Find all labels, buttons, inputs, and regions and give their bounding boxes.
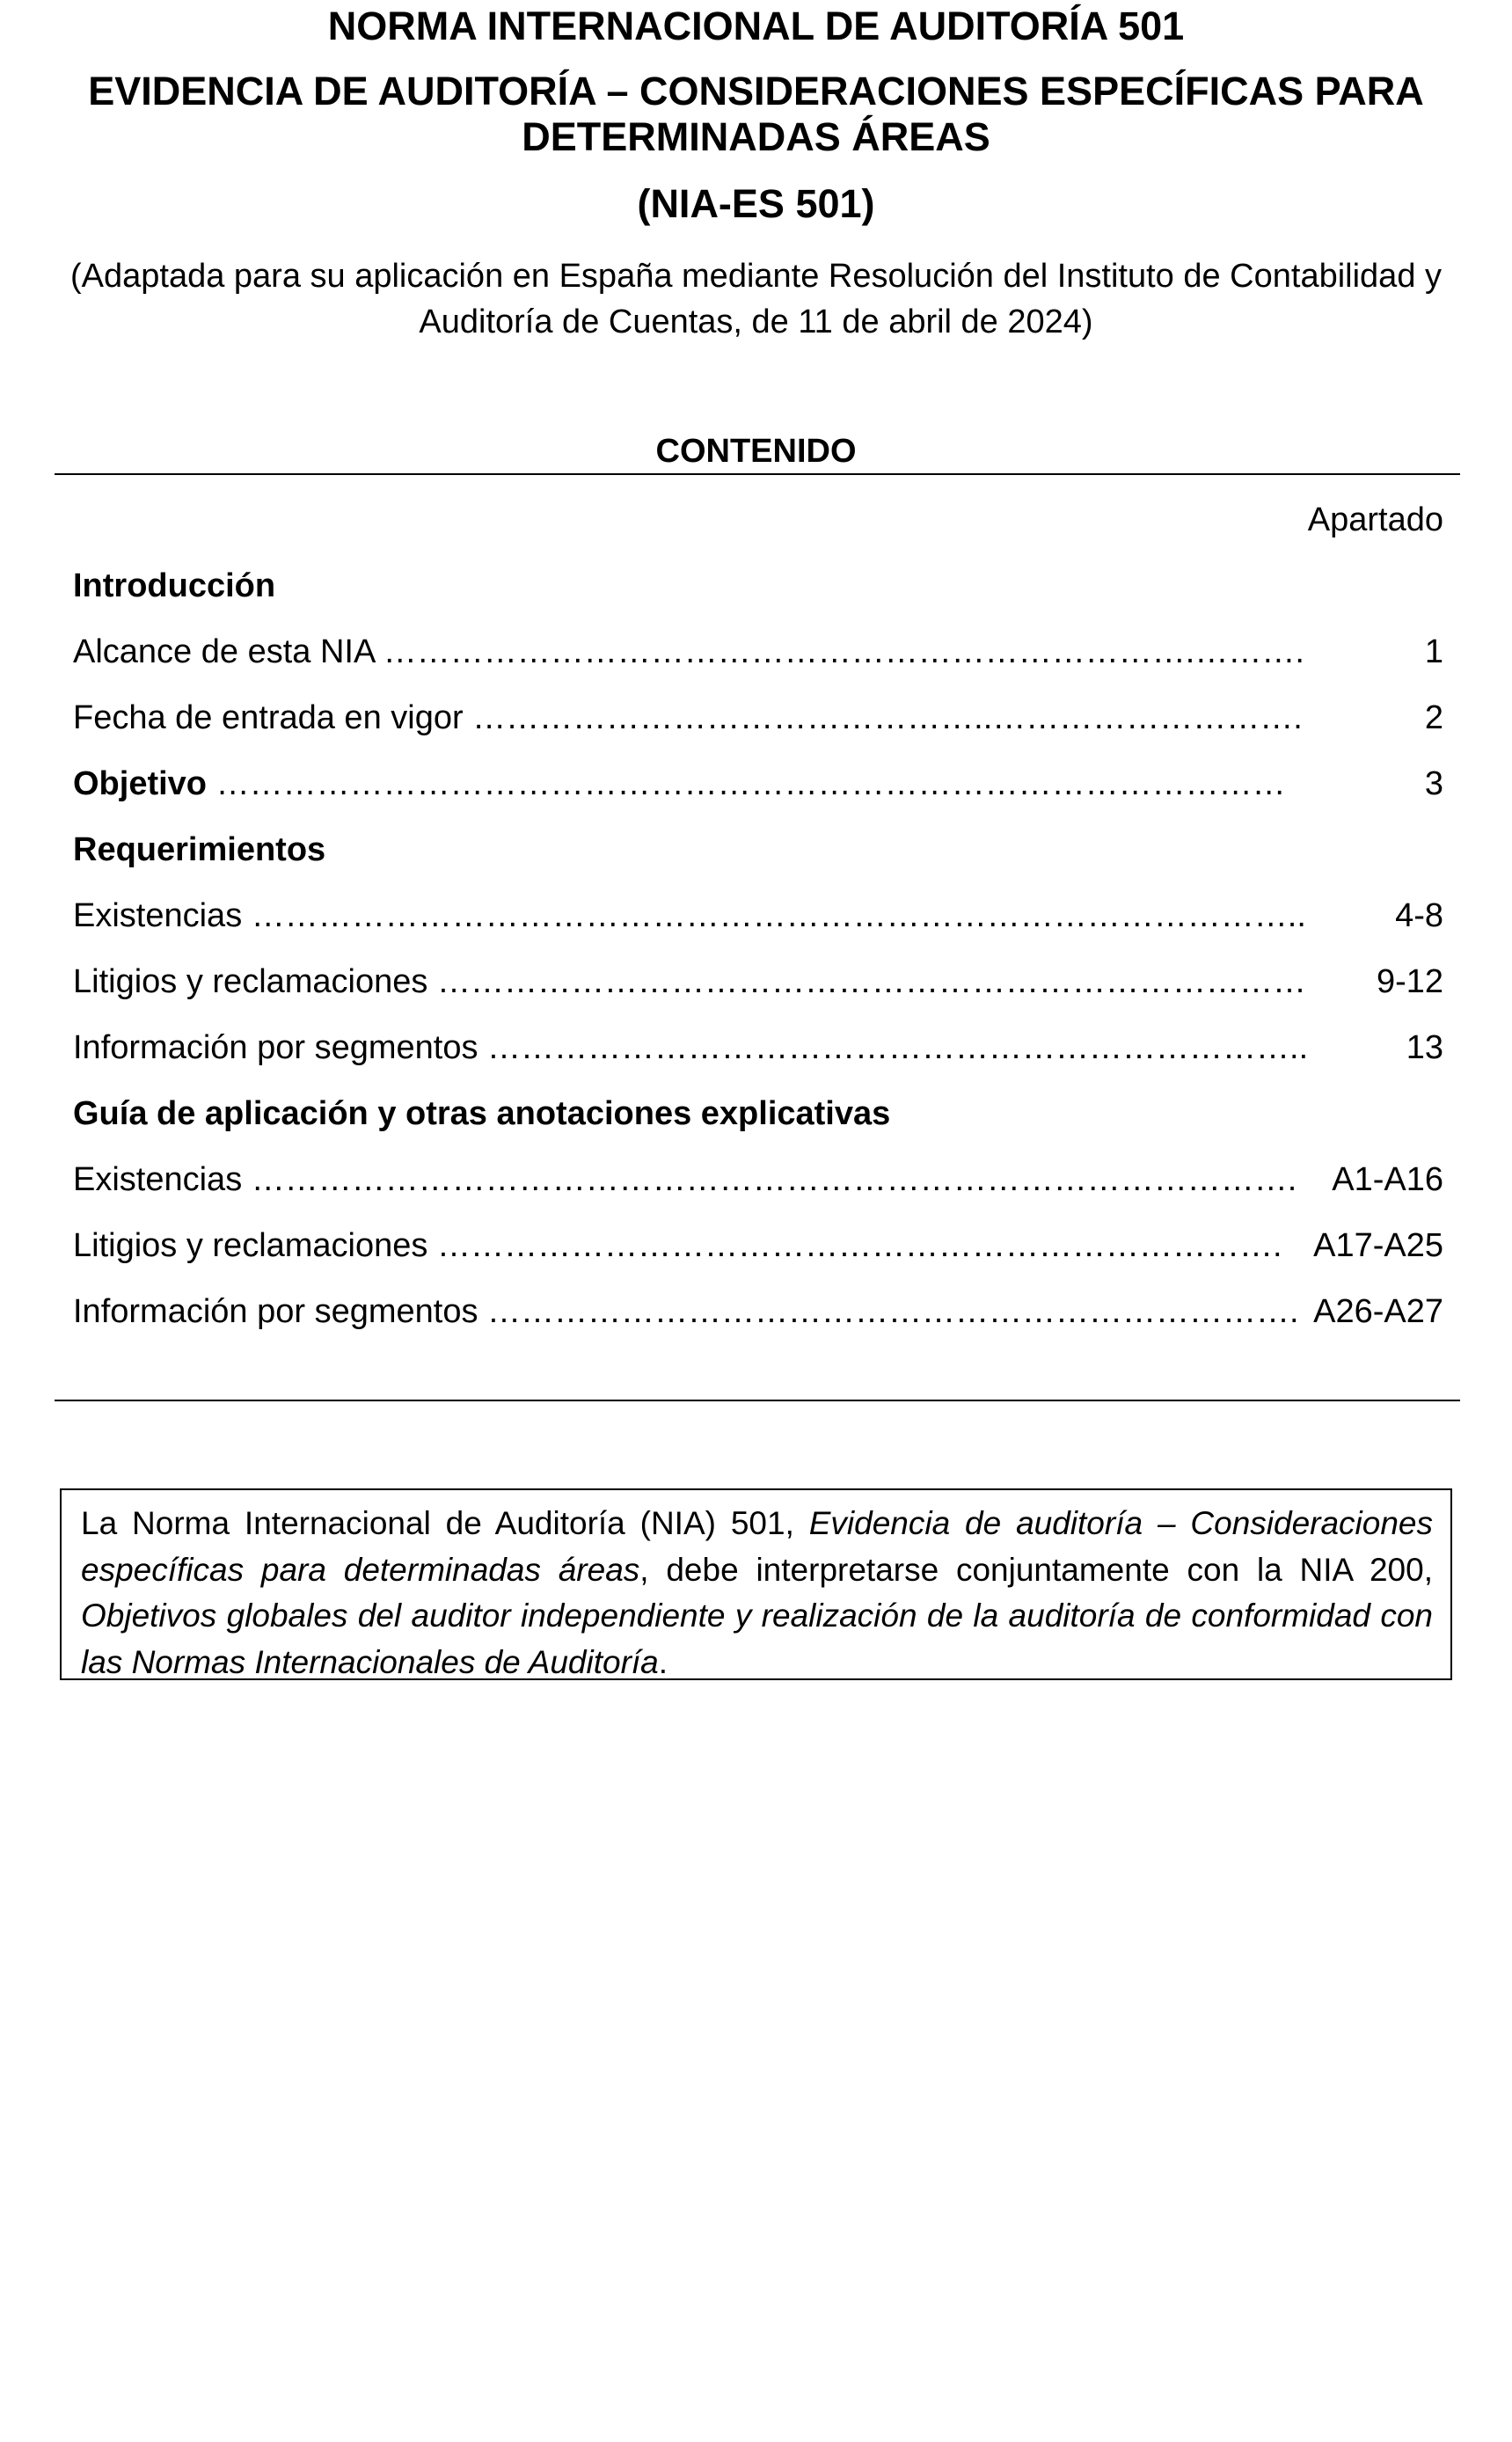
toc-label: Existencias — [73, 1161, 243, 1198]
note-middle: , debe interpretarse conjuntamente con la NIA 200, — [639, 1551, 1433, 1588]
toc-label: Existencias — [73, 897, 243, 934]
note-standard-title: Evidencia de auditoría – Consideraciones específicas para determinadas áreas — [81, 1505, 1434, 1588]
toc-label: Alcance de esta NIA — [73, 633, 375, 670]
toc-row-guia-litigios[interactable] — [73, 1225, 1443, 1266]
adaptation-note-line2: Auditoría de Cuentas, de 11 de abril de 2024) — [419, 303, 1093, 340]
paragraph-column-label: Apartado — [1307, 501, 1443, 538]
toc-row-guia-aplicacion — [73, 1093, 1443, 1134]
contents-heading: CONTENIDO — [655, 433, 857, 470]
toc-label: Fecha de entrada en vigor — [73, 699, 464, 736]
document-title-line3: DETERMINADAS ÁREAS — [522, 114, 990, 159]
document-code: (NIA-ES 501) — [637, 181, 875, 226]
toc-leader: …………………………………………………………………. — [427, 1227, 1282, 1264]
toc-label: Introducción — [73, 567, 276, 604]
toc-label: Información por segmentos — [73, 1029, 478, 1066]
document-title-line2: EVIDENCIA DE AUDITORÍA – CONSIDERACIONES ESPECÍFICAS PARA — [88, 69, 1424, 113]
toc-row-alcance[interactable] — [73, 632, 1443, 672]
note-nia200-title: Objetivos globales del auditor independiente y realización de la auditoría de conformidad con las Normas Internacionales de Auditoría — [81, 1598, 1433, 1680]
toc-row-guia-informacion-segmentos[interactable] — [73, 1291, 1443, 1332]
toc-paragraph-number: A17-A25 — [1313, 1227, 1443, 1264]
toc-row-requerimientos — [73, 830, 1443, 870]
toc-label: Guía de aplicación y otras anotaciones explicativas — [73, 1095, 891, 1132]
toc-paragraph-number: 13 — [1406, 1029, 1443, 1066]
toc-paragraph-number: 9-12 — [1376, 963, 1443, 1000]
toc-label: Información por segmentos — [73, 1293, 478, 1330]
toc-paragraph-number: 2 — [1424, 699, 1443, 736]
toc-row-existencias[interactable] — [73, 896, 1443, 936]
toc-row-guia-existencias[interactable] — [73, 1159, 1443, 1200]
toc-row-fecha-entrada-vigor[interactable] — [73, 698, 1443, 738]
toc-paragraph-number: A1-A16 — [1332, 1161, 1443, 1198]
toc-row-informacion-segmentos[interactable] — [73, 1027, 1443, 1068]
note-end: . — [658, 1643, 668, 1680]
toc-paragraph-number: A26-A27 — [1313, 1293, 1443, 1330]
toc-leader: ………………………………………..………………………. — [463, 699, 1303, 736]
toc-leader: ………………………………………………………………. — [478, 1293, 1299, 1330]
toc-leader: ………………………………………………………………………………….. — [242, 897, 1306, 934]
interpretation-note-box — [60, 1488, 1452, 1680]
toc-label: Litigios y reclamaciones — [73, 1227, 428, 1264]
toc-row-litigios[interactable] — [73, 961, 1443, 1002]
toc-leader: ……………………………………………………………….………. — [374, 633, 1304, 670]
toc-label: Requerimientos — [73, 831, 326, 868]
document-title-line1: NORMA INTERNACIONAL DE AUDITORÍA 501 — [327, 4, 1185, 48]
toc-leader: …………………………………………………………………………………. — [242, 1161, 1297, 1198]
note-intro: La Norma Internacional de Auditoría (NIA) 501, — [81, 1505, 809, 1541]
contents-bottom-rule — [55, 1400, 1460, 1401]
toc-row-introduccion — [73, 566, 1443, 606]
toc-leader: …………………………………………………………………… — [427, 963, 1306, 1000]
adaptation-note-line1: (Adaptada para su aplicación en España mediante Resolución del Instituto de Contabilidad y — [69, 258, 1443, 295]
toc-row-objetivo[interactable] — [73, 764, 1443, 804]
toc-label: Litigios y reclamaciones — [73, 963, 428, 1000]
toc-paragraph-number: 4-8 — [1395, 897, 1443, 934]
toc-leader: ……………………………………………………………….. — [478, 1029, 1309, 1066]
toc-leader: …………………………………………………………………………………… — [207, 765, 1286, 802]
toc-paragraph-number: 3 — [1424, 765, 1443, 802]
toc-paragraph-number: 1 — [1424, 633, 1443, 670]
contents-top-rule — [55, 473, 1460, 475]
toc-label: Objetivo — [73, 765, 208, 802]
